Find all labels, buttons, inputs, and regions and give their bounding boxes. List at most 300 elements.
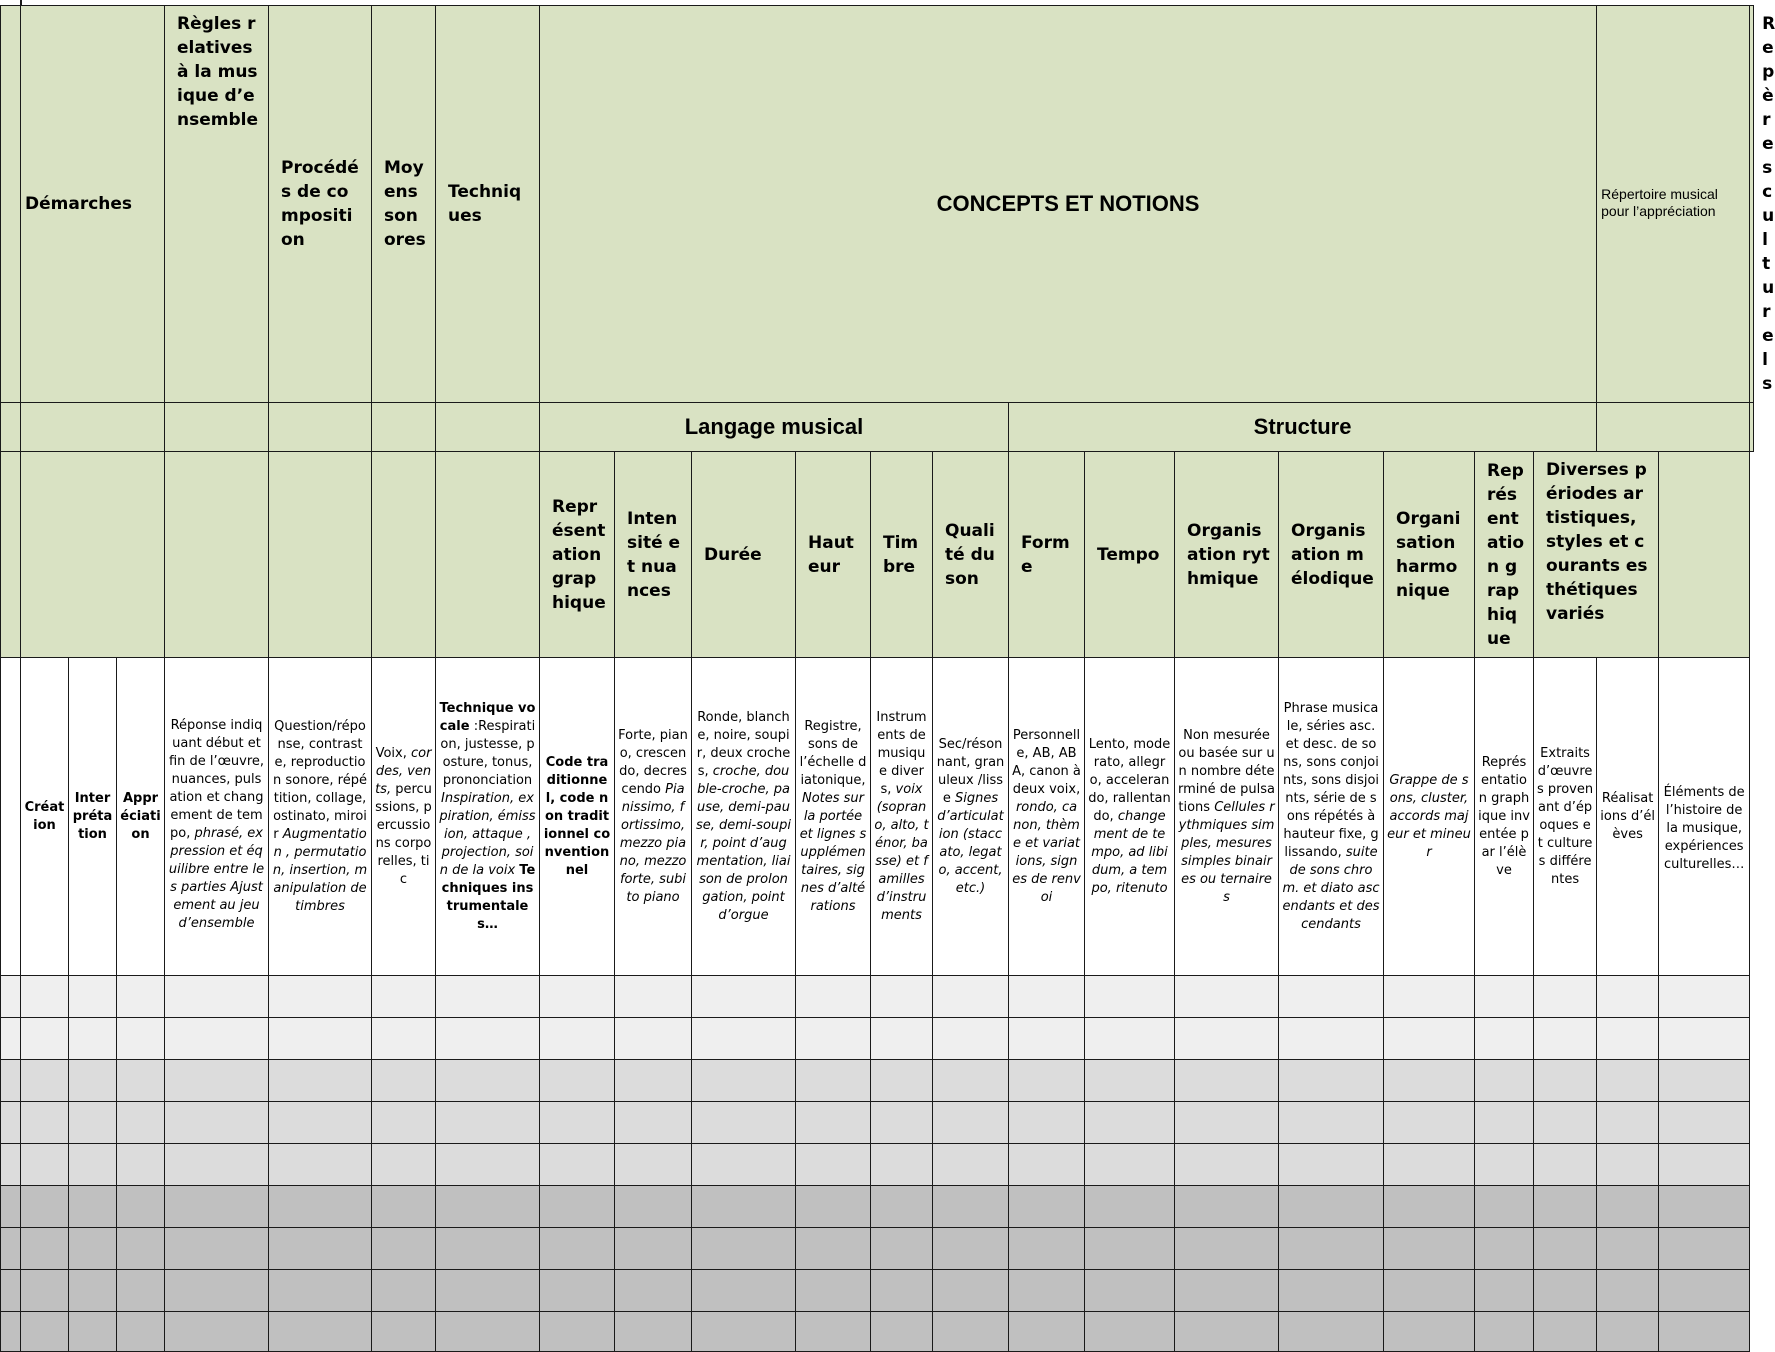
empty-cell[interactable] <box>1534 1102 1597 1144</box>
empty-cell[interactable] <box>871 1102 933 1144</box>
empty-cell[interactable] <box>372 1018 436 1060</box>
empty-cell[interactable] <box>1279 1102 1384 1144</box>
empty-cell[interactable] <box>165 1312 269 1352</box>
col-intensite-nuances: Intensité et nuances <box>615 452 692 658</box>
cell-text-segment: croche, double-croche, pause, demi-pause, demi-soupir, point d’augmentation, liaison de prolongation, point d’orgue <box>695 763 792 923</box>
empty-cell[interactable] <box>615 976 692 1018</box>
empty-cell[interactable] <box>1659 1144 1750 1186</box>
empty-cell[interactable] <box>1384 1018 1475 1060</box>
empty-cell[interactable] <box>69 976 117 1018</box>
cell-text-segment: Code traditionnel, code non traditionnel conventionnel <box>543 754 611 878</box>
empty-cell[interactable] <box>796 1228 871 1270</box>
empty-row <box>1 1144 1754 1186</box>
empty-cell[interactable] <box>21 1018 69 1060</box>
empty-cell[interactable] <box>436 1102 540 1144</box>
empty-cell[interactable] <box>1 1060 21 1102</box>
empty-cell[interactable] <box>540 1228 615 1270</box>
empty-cell[interactable] <box>1597 1102 1659 1144</box>
cell-text-segment: voix (soprano, alto, ténor, basse) et familles d’instruments <box>874 781 929 923</box>
empty-cell[interactable] <box>69 1186 117 1228</box>
col-organisation-melodique: Organisation mélodique <box>1279 452 1384 658</box>
empty-cell[interactable] <box>117 1312 165 1352</box>
cell-text-segment: Personnelle, AB, ABA, canon à deux voix, <box>1012 727 1081 797</box>
empty-cell[interactable] <box>871 1060 933 1102</box>
empty-cell[interactable] <box>1009 976 1085 1018</box>
empty-cell[interactable] <box>21 1186 69 1228</box>
demarche-appreciation: Appréciation <box>117 658 165 976</box>
col-timbre: Timbre <box>871 452 933 658</box>
content-forme <box>1009 658 1085 976</box>
empty-cell[interactable] <box>1597 976 1659 1018</box>
cell-text-segment: Instruments de musique divers, <box>876 709 927 797</box>
content-melodique <box>1279 658 1384 976</box>
cell-text-segment: Phrase musicale, séries asc. et desc. de sons, sons conjoints, sons disjoints, série de sons répétés à hauteur fixe, glissando, <box>1282 700 1380 860</box>
cell-text-segment: percussions, percussions corporelles, tic <box>375 781 432 887</box>
empty-cell[interactable] <box>372 1312 436 1352</box>
empty-cell[interactable] <box>871 976 933 1018</box>
cell-text-segment: Représentation graphique inventée par l’élève <box>1478 754 1530 878</box>
empty-cell[interactable] <box>372 1060 436 1102</box>
empty-cell[interactable] <box>436 1060 540 1102</box>
empty-cell[interactable] <box>1009 1186 1085 1228</box>
empty-cell[interactable] <box>1534 1228 1597 1270</box>
empty-cell[interactable] <box>615 1144 692 1186</box>
empty-cell[interactable] <box>796 976 871 1018</box>
empty-cell[interactable] <box>1534 1144 1597 1186</box>
empty-cell[interactable] <box>1597 1018 1659 1060</box>
empty-cell[interactable] <box>692 1060 796 1102</box>
empty-cell[interactable] <box>1597 1270 1659 1312</box>
content-realisations <box>1597 658 1659 976</box>
empty-cell[interactable] <box>1475 1186 1534 1228</box>
empty-cell[interactable] <box>1475 1270 1534 1312</box>
empty-cell[interactable] <box>1659 976 1750 1018</box>
empty-cell[interactable] <box>540 1102 615 1144</box>
col-hauteur: Hauteur <box>796 452 871 658</box>
empty-cell[interactable] <box>269 1186 372 1228</box>
empty-cell[interactable] <box>1475 976 1534 1018</box>
empty-cell[interactable] <box>796 1018 871 1060</box>
empty-cell[interactable] <box>69 1270 117 1312</box>
cell-text-segment: cordes, vents, <box>375 745 432 797</box>
empty-cell[interactable] <box>1085 1018 1175 1060</box>
empty-header-cell <box>21 403 165 452</box>
empty-cell[interactable] <box>372 1102 436 1144</box>
empty-cell[interactable] <box>933 1060 1009 1102</box>
empty-cell[interactable] <box>871 1228 933 1270</box>
empty-cell[interactable] <box>1597 1144 1659 1186</box>
empty-cell[interactable] <box>1597 1186 1659 1228</box>
empty-cell[interactable] <box>436 1270 540 1312</box>
cell-text-segment: Sec/résonnant, granuleux /lisse <box>936 736 1005 806</box>
content-hauteur <box>796 658 871 976</box>
empty-cell[interactable] <box>933 976 1009 1018</box>
empty-header-cell <box>436 403 540 452</box>
empty-cell[interactable] <box>540 1186 615 1228</box>
empty-cell[interactable] <box>1279 1018 1384 1060</box>
empty-cell[interactable] <box>117 1060 165 1102</box>
header-concepts: CONCEPTS ET NOTIONS <box>540 6 1597 403</box>
empty-cell[interactable] <box>1279 1270 1384 1312</box>
cell-text-segment: Réponse indiquant début et fin de l’œuvre, nuances, pulsation et changement de tempo, <box>168 717 265 841</box>
cell-text-segment: Réalisations d’élèves <box>1600 790 1655 842</box>
empty-cell[interactable] <box>69 1102 117 1144</box>
empty-cell[interactable] <box>117 1228 165 1270</box>
empty-cell[interactable] <box>1 1186 21 1228</box>
empty-header-cell <box>165 403 269 452</box>
empty-header-cell <box>436 452 540 658</box>
empty-cell[interactable] <box>692 1228 796 1270</box>
empty-cell[interactable] <box>1279 1060 1384 1102</box>
empty-cell[interactable] <box>1279 1312 1384 1352</box>
empty-cell[interactable] <box>1534 976 1597 1018</box>
empty-cell[interactable] <box>1534 1018 1597 1060</box>
empty-row <box>1 1312 1754 1352</box>
empty-cell[interactable] <box>1659 1186 1750 1228</box>
cell-text-segment: Notes sur la portée et lignes supplémentaires, signes d’altérations <box>799 790 867 914</box>
empty-cell[interactable] <box>21 1270 69 1312</box>
cell-text-segment: Inspiration, expiration, émission, attaque , projection, soin de la voix <box>439 790 536 878</box>
empty-cell[interactable] <box>1597 1312 1659 1352</box>
cell-text-segment: Éléments de l’histoire de la musique, expériences culturelles… <box>1663 784 1745 872</box>
empty-row <box>1 1228 1754 1270</box>
empty-cell[interactable] <box>1384 1228 1475 1270</box>
empty-cell[interactable] <box>269 1312 372 1352</box>
empty-cell[interactable] <box>933 1186 1009 1228</box>
empty-cell[interactable] <box>933 1102 1009 1144</box>
empty-cell[interactable] <box>436 976 540 1018</box>
cell-text-segment: Voix, <box>375 745 411 761</box>
empty-cell[interactable] <box>692 1144 796 1186</box>
empty-cell[interactable] <box>69 1018 117 1060</box>
demarche-interpretation: Interprétation <box>69 658 117 976</box>
empty-cell[interactable] <box>615 1186 692 1228</box>
empty-cell[interactable] <box>436 1312 540 1352</box>
empty-cell[interactable] <box>692 1186 796 1228</box>
empty-cell[interactable] <box>1659 1312 1750 1352</box>
empty-cell[interactable] <box>796 1270 871 1312</box>
empty-cell[interactable] <box>436 1144 540 1186</box>
empty-cell[interactable] <box>796 1186 871 1228</box>
empty-row <box>1 1018 1754 1060</box>
empty-cell[interactable] <box>1175 1270 1279 1312</box>
empty-cell[interactable] <box>692 1270 796 1312</box>
empty-cell[interactable] <box>1085 1102 1175 1144</box>
cell-text-segment: Registre, sons de l’échelle diatonique, <box>799 718 867 788</box>
empty-cell[interactable] <box>372 1186 436 1228</box>
empty-cell[interactable] <box>1085 1060 1175 1102</box>
empty-cell[interactable] <box>1009 1144 1085 1186</box>
header-repertoire: Répertoire musical pour l’appréciation <box>1597 6 1750 403</box>
empty-cell[interactable] <box>1597 1060 1659 1102</box>
empty-cell[interactable] <box>69 1228 117 1270</box>
empty-cell[interactable] <box>372 976 436 1018</box>
cell-text-segment: :Respiration, justesse, posture, tonus, prononciation <box>440 718 536 788</box>
empty-cell[interactable] <box>1534 1312 1597 1352</box>
empty-cell[interactable] <box>1475 1060 1534 1102</box>
empty-cell[interactable] <box>269 1018 372 1060</box>
empty-cell[interactable] <box>436 1186 540 1228</box>
empty-cell[interactable] <box>269 1102 372 1144</box>
empty-cell[interactable] <box>1 1018 21 1060</box>
empty-cell[interactable] <box>372 1270 436 1312</box>
empty-cell[interactable] <box>1534 1186 1597 1228</box>
empty-cell[interactable] <box>69 1144 117 1186</box>
empty-cell[interactable] <box>615 1102 692 1144</box>
empty-cell[interactable] <box>540 1144 615 1186</box>
empty-cell[interactable] <box>1 1312 21 1352</box>
empty-cell[interactable] <box>933 1270 1009 1312</box>
content-techniques <box>436 658 540 976</box>
empty-cell[interactable] <box>117 1186 165 1228</box>
cell-text-segment: Signes d’articulation (staccato, legato, accent, etc.) <box>937 790 1004 896</box>
empty-row <box>1 1102 1754 1144</box>
empty-cell[interactable] <box>871 1186 933 1228</box>
empty-cell[interactable] <box>1085 1228 1175 1270</box>
empty-cell[interactable] <box>269 976 372 1018</box>
empty-cell[interactable] <box>692 1312 796 1352</box>
empty-cell[interactable] <box>372 1228 436 1270</box>
empty-cell[interactable] <box>540 1312 615 1352</box>
empty-cell[interactable] <box>1475 1144 1534 1186</box>
content-moyens <box>372 658 436 976</box>
empty-cell[interactable] <box>1 976 21 1018</box>
left-margin-cell <box>1 658 21 976</box>
empty-cell[interactable] <box>1384 1270 1475 1312</box>
empty-cell[interactable] <box>117 1018 165 1060</box>
cell-text-segment: Cellules rythmiques simples, mesures simples binaires ou ternaires <box>1178 799 1275 905</box>
empty-cell[interactable] <box>117 976 165 1018</box>
empty-cell[interactable] <box>1597 1228 1659 1270</box>
col-representation-graphique-2: Représentation graphique <box>1475 452 1534 658</box>
empty-cell[interactable] <box>165 1228 269 1270</box>
empty-header-cell <box>269 403 372 452</box>
empty-cell[interactable] <box>1384 1312 1475 1352</box>
content-representation <box>540 658 615 976</box>
empty-cell[interactable] <box>615 1270 692 1312</box>
empty-cell[interactable] <box>1175 1102 1279 1144</box>
content-extraits <box>1534 658 1597 976</box>
empty-cell[interactable] <box>540 1060 615 1102</box>
empty-cell[interactable] <box>1175 1060 1279 1102</box>
empty-cell[interactable] <box>796 1102 871 1144</box>
content-harmonique <box>1384 658 1475 976</box>
cell-text-segment: Forte, piano, crescendo, decrescendo <box>618 727 688 797</box>
empty-cell[interactable] <box>1085 1312 1175 1352</box>
content-duree <box>692 658 796 976</box>
empty-cell[interactable] <box>1175 1144 1279 1186</box>
cell-text-segment: phrasé, expression et équilibre entre les parties Ajustement au jeu d’ensemble <box>168 825 265 931</box>
col-forme: Forme <box>1009 452 1085 658</box>
empty-cell[interactable] <box>1534 1270 1597 1312</box>
empty-cell[interactable] <box>1085 1144 1175 1186</box>
empty-header-cell <box>372 403 436 452</box>
header-techniques: Techniques <box>436 6 540 403</box>
empty-cell[interactable] <box>1384 1186 1475 1228</box>
empty-cell[interactable] <box>269 1144 372 1186</box>
empty-cell[interactable] <box>615 1018 692 1060</box>
content-qualite <box>933 658 1009 976</box>
empty-cell[interactable] <box>165 1186 269 1228</box>
empty-cell[interactable] <box>21 1144 69 1186</box>
empty-cell[interactable] <box>269 1270 372 1312</box>
content-timbre <box>871 658 933 976</box>
header-reperes: Repères culturels <box>1750 6 1754 403</box>
empty-cell[interactable] <box>692 976 796 1018</box>
header-moyens: Moyens sonores <box>372 6 436 403</box>
music-program-table <box>0 5 1775 1352</box>
cell-text-segment: rondo, canon, thème et variations, signes de renvoi <box>1012 799 1081 905</box>
empty-cell[interactable] <box>1384 1144 1475 1186</box>
left-margin-cell <box>1 403 21 452</box>
empty-cell[interactable] <box>21 1312 69 1352</box>
empty-cell[interactable] <box>117 1144 165 1186</box>
empty-cell[interactable] <box>692 1018 796 1060</box>
empty-cell[interactable] <box>69 1060 117 1102</box>
empty-cell[interactable] <box>1 1270 21 1312</box>
empty-cell[interactable] <box>933 1018 1009 1060</box>
empty-cell[interactable] <box>1279 976 1384 1018</box>
empty-cell[interactable] <box>1 1144 21 1186</box>
empty-cell[interactable] <box>21 976 69 1018</box>
empty-cell[interactable] <box>796 1312 871 1352</box>
empty-cell[interactable] <box>269 1060 372 1102</box>
content-procedes <box>269 658 372 976</box>
empty-cell[interactable] <box>1475 1018 1534 1060</box>
empty-cell[interactable] <box>615 1060 692 1102</box>
empty-cell[interactable] <box>21 1060 69 1102</box>
empty-cell[interactable] <box>21 1102 69 1144</box>
col-duree: Durée <box>692 452 796 658</box>
empty-cell[interactable] <box>269 1228 372 1270</box>
left-margin-cell <box>1 6 21 403</box>
empty-cell[interactable] <box>1009 1102 1085 1144</box>
empty-cell[interactable] <box>1085 976 1175 1018</box>
empty-cell[interactable] <box>1659 1228 1750 1270</box>
cell-text-segment: Ronde, blanche, noire, soupir, deux croches, <box>696 709 791 779</box>
empty-cell[interactable] <box>796 1144 871 1186</box>
content-intensite <box>615 658 692 976</box>
empty-cell[interactable] <box>1384 1102 1475 1144</box>
empty-cell[interactable] <box>871 1018 933 1060</box>
empty-cell[interactable] <box>372 1144 436 1186</box>
empty-cell[interactable] <box>165 1102 269 1144</box>
empty-cell[interactable] <box>933 1144 1009 1186</box>
empty-header-cell <box>21 452 165 658</box>
empty-cell[interactable] <box>1175 976 1279 1018</box>
empty-cell[interactable] <box>1475 1228 1534 1270</box>
empty-cell[interactable] <box>871 1144 933 1186</box>
empty-cell[interactable] <box>1384 976 1475 1018</box>
empty-cell[interactable] <box>1659 1102 1750 1144</box>
empty-cell[interactable] <box>1175 1228 1279 1270</box>
col-organisation-harmonique: Organisation harmonique <box>1384 452 1475 658</box>
empty-row <box>1 1270 1754 1312</box>
cell-text-segment: changement de tempo, ad libidum, a tempo, ritenuto <box>1091 808 1168 896</box>
content-rythmique <box>1175 658 1279 976</box>
empty-cell[interactable] <box>1659 1018 1750 1060</box>
empty-cell[interactable] <box>1175 1018 1279 1060</box>
empty-header-cell <box>165 452 269 658</box>
empty-row <box>1 1186 1754 1228</box>
empty-cell[interactable] <box>1475 1102 1534 1144</box>
empty-cell[interactable] <box>117 1270 165 1312</box>
empty-cell[interactable] <box>436 1228 540 1270</box>
empty-cell[interactable] <box>1659 1270 1750 1312</box>
section-langage-musical: Langage musical <box>540 403 1009 452</box>
empty-cell[interactable] <box>1659 1060 1750 1102</box>
empty-cell[interactable] <box>871 1312 933 1352</box>
empty-cell[interactable] <box>1009 1060 1085 1102</box>
col-qualite-du-son: Qualité du son <box>933 452 1009 658</box>
empty-cell[interactable] <box>1175 1186 1279 1228</box>
empty-cell[interactable] <box>1085 1270 1175 1312</box>
empty-cell[interactable] <box>1009 1312 1085 1352</box>
header-demarches: Démarches <box>21 6 165 403</box>
empty-cell[interactable] <box>165 1018 269 1060</box>
empty-cell[interactable] <box>165 1144 269 1186</box>
cell-text-segment: Techniques instrumentales… <box>441 862 536 932</box>
empty-cell[interactable] <box>21 1228 69 1270</box>
cell-text-segment: Technique vocale <box>439 700 536 734</box>
cell-text-segment: Grappe de sons, cluster, accords majeur et mineur <box>1387 772 1471 860</box>
empty-row <box>1 1060 1754 1102</box>
empty-cell[interactable] <box>871 1270 933 1312</box>
empty-cell[interactable] <box>1384 1060 1475 1102</box>
empty-cell[interactable] <box>540 1270 615 1312</box>
empty-cell[interactable] <box>1 1228 21 1270</box>
empty-cell[interactable] <box>796 1060 871 1102</box>
empty-cell[interactable] <box>165 1270 269 1312</box>
empty-cell[interactable] <box>933 1312 1009 1352</box>
left-margin-cell <box>1 452 21 658</box>
empty-cell[interactable] <box>1279 1144 1384 1186</box>
cell-text-segment: suite de sons chrom. et diato ascendants et descendants <box>1282 844 1380 932</box>
empty-header-cell <box>1659 452 1750 658</box>
col-organisation-rythmique: Organisation rythmique <box>1175 452 1279 658</box>
cell-text-segment: Augmentation , permutation, insertion, manipulation de timbres <box>272 826 368 914</box>
empty-cell[interactable] <box>692 1102 796 1144</box>
empty-cell[interactable] <box>1009 1018 1085 1060</box>
cell-text-segment: Non mesurée ou basée sur un nombre déterminé de pulsations <box>1178 727 1275 815</box>
empty-cell[interactable] <box>540 1018 615 1060</box>
demarche-creation: Création <box>21 658 69 976</box>
empty-cell[interactable] <box>1175 1312 1279 1352</box>
empty-cell[interactable] <box>436 1018 540 1060</box>
content-elements <box>1659 658 1750 976</box>
cell-text-segment: Lento, moderato, allegro, accelerando, rallentando, <box>1088 736 1171 824</box>
empty-cell[interactable] <box>1085 1186 1175 1228</box>
empty-header-cell <box>269 452 372 658</box>
empty-cell[interactable] <box>69 1312 117 1352</box>
empty-cell[interactable] <box>1534 1060 1597 1102</box>
empty-cell[interactable] <box>165 976 269 1018</box>
empty-cell[interactable] <box>540 976 615 1018</box>
empty-cell[interactable] <box>1009 1228 1085 1270</box>
empty-cell[interactable] <box>1009 1270 1085 1312</box>
empty-cell[interactable] <box>615 1228 692 1270</box>
empty-cell[interactable] <box>615 1312 692 1352</box>
empty-cell[interactable] <box>1279 1228 1384 1270</box>
empty-cell[interactable] <box>165 1060 269 1102</box>
empty-cell[interactable] <box>117 1102 165 1144</box>
section-structure: Structure <box>1009 403 1597 452</box>
col-tempo: Tempo <box>1085 452 1175 658</box>
empty-cell[interactable] <box>1475 1312 1534 1352</box>
empty-cell[interactable] <box>1279 1186 1384 1228</box>
empty-cell[interactable] <box>933 1228 1009 1270</box>
empty-cell[interactable] <box>1 1102 21 1144</box>
